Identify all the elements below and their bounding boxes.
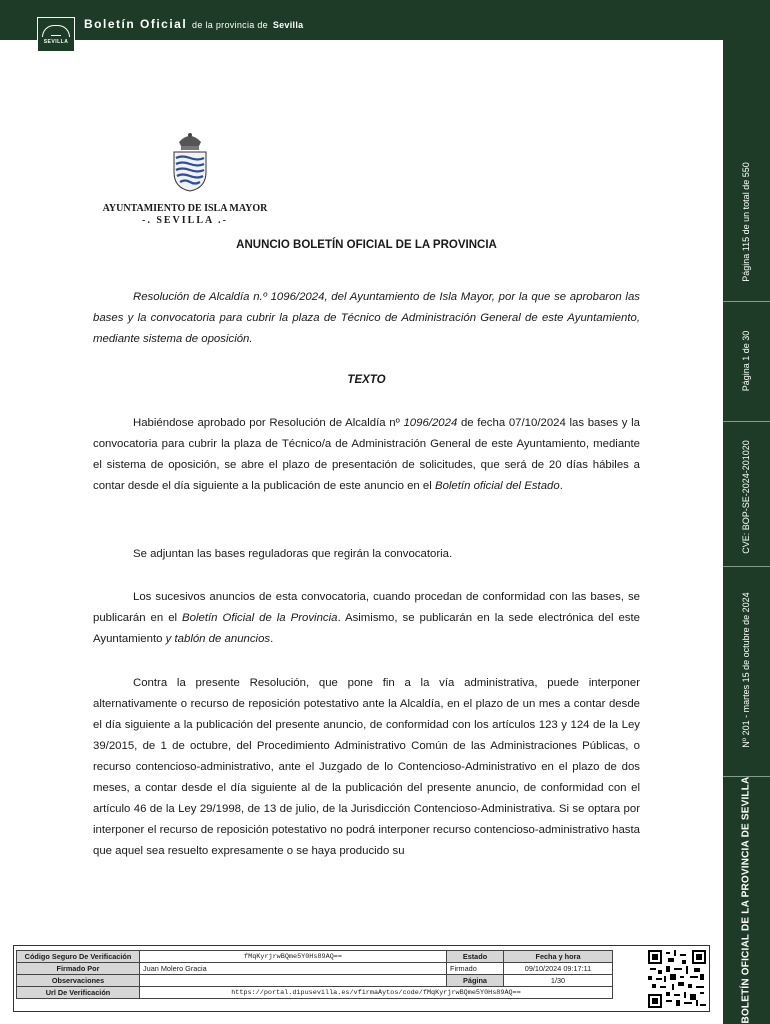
paragraph-announcements xyxy=(93,587,640,650)
sidebar xyxy=(723,40,770,1024)
publication-title xyxy=(84,17,303,31)
page-value: 1/30 xyxy=(504,975,613,987)
logo-text: SEVILLA xyxy=(43,38,69,45)
paragraph-bases: Se adjuntan las bases reguladoras que regirán la convocatoria. xyxy=(133,548,453,560)
diputacion-logo xyxy=(37,17,75,52)
csv-value: fMqKyrjrwBQme5Y0Hs89AQ== xyxy=(140,951,447,963)
state-label: Estado xyxy=(447,951,504,963)
publication-name: BOLETÍN OFICIAL DE LA PROVINCIA DE SEVILLA xyxy=(740,776,752,1024)
notes-label: Observaciones xyxy=(17,975,140,987)
boe-reference: Boletín oficial del Estado xyxy=(434,480,560,492)
title-main: Boletín Oficial xyxy=(84,17,188,31)
table-row xyxy=(17,951,613,963)
notes-value xyxy=(140,975,447,987)
council-name: AYUNTAMIENTO DE ISLA MAYOR xyxy=(102,203,268,214)
page-label: Página xyxy=(447,975,504,987)
council-letterhead xyxy=(94,203,276,227)
url-label: Url De Verificación xyxy=(17,987,140,999)
date-value: 09/10/2024 09:17:11 xyxy=(504,963,613,975)
signer-label: Firmado Por xyxy=(17,963,140,975)
resolution-number: 1096/2024 xyxy=(403,417,458,429)
verification-table xyxy=(16,950,613,999)
sidebar-divider xyxy=(723,421,770,422)
issue-date: Nº 201 - martes 15 de octubre de 2024 xyxy=(741,592,751,748)
text-run: . xyxy=(559,480,563,492)
title-middle: de la provincia de xyxy=(192,20,268,30)
notice-board-reference: y tablón de anuncios xyxy=(165,633,271,645)
qr-code-icon xyxy=(648,950,706,1008)
signer-value: Juan Molero Gracia xyxy=(140,963,447,975)
paragraph-appeal: Contra la presente Resolución, que pone fin a la vía administrativa, puede interponer alternativamente o recurso de reposición potestativo ante la Alcaldía, en el plazo de un mes a contar desde el día siguiente a la publicación del presente anuncio, de conformidad con los artículos 123 y 124 de la Ley 39/2015, de 1 de octubre, del Procedimiento Administrativo Común de las Administraciones Públicas, o recurso contencioso-administrativo, ante el Juzgado de lo Contencioso-Administrativo en el plazo de dos meses, a contar desde el día siguiente al de la publicación del presente anuncio, de conformidad con el artículo 46 de la Ley 29/1998, de 13 de julio, de la Jurisdicción Contencioso-Administrativa. Si se optara por interponer el recurso de reposición potestativo no podrá interponer recurso contencioso-administrativo hasta que aquel sea resuelto expresamente o se haya producido su xyxy=(93,677,640,857)
text-run: Los sucesivos anuncios de esta convocatoria, cuando procedan de conformidad con las bases, se publicarán en el xyxy=(93,591,640,624)
intro-text: del Ayuntamiento de Isla Mayor, por la que se aprobaron las bases y la convocatoria para cubrir la plaza de Técnico de Administración General de este Ayuntamiento, mediante sistema de oposición. xyxy=(93,291,640,345)
table-row xyxy=(17,963,613,975)
council-province: -. SEVILLA .- xyxy=(141,215,228,226)
text-run: . xyxy=(270,633,274,645)
table-row xyxy=(17,987,613,999)
document-heading: ANUNCIO BOLETÍN OFICIAL DE LA PROVINCIA xyxy=(236,239,497,251)
seal-icon xyxy=(42,25,70,37)
header-bar xyxy=(0,0,770,45)
page-local: Página 1 de 30 xyxy=(741,330,751,392)
intro-paragraph xyxy=(93,287,640,350)
text-run: de fecha 07/10/2024 las bases y la convocatoria para cubrir la plaza de Técnico/a de Administración General de este Ayuntamiento, mediante el sistema de oposición, se abre el plazo de presentación de solicitudes, que será de 20 días hábiles a contar desde el día siguiente a la publicación de este anuncio en el xyxy=(93,417,641,492)
sidebar-divider xyxy=(723,566,770,567)
verification-url[interactable]: https://portal.dipusevilla.es/vfirmaAytos/code/fMqKyrjrwBQme5Y0Hs89AQ== xyxy=(140,987,613,999)
paragraph-approval xyxy=(93,413,640,497)
cve-code: CVE: BOP-SE-2024-201020 xyxy=(741,440,751,554)
text-run: Habiéndose aprobado por Resolución de Alcaldía nº xyxy=(133,417,404,429)
csv-label: Código Seguro De Verificación xyxy=(17,951,140,963)
section-title: TEXTO xyxy=(347,374,386,386)
resolution-ref: Resolución de Alcaldía n.º 1096/2024, xyxy=(133,291,328,303)
date-label: Fecha y hora xyxy=(504,951,613,963)
title-end: Sevilla xyxy=(272,20,304,30)
page-total: Página 115 de un total de 550 xyxy=(741,162,751,282)
text-run: . Asimismo, se publicarán en la sede electrónica del este Ayuntamiento xyxy=(93,612,641,645)
sidebar-divider xyxy=(723,301,770,302)
coat-of-arms-icon xyxy=(171,132,209,192)
bop-reference: Boletín Oficial de la Provincia xyxy=(182,612,338,624)
state-value: Firmado xyxy=(447,963,504,975)
table-row xyxy=(17,975,613,987)
